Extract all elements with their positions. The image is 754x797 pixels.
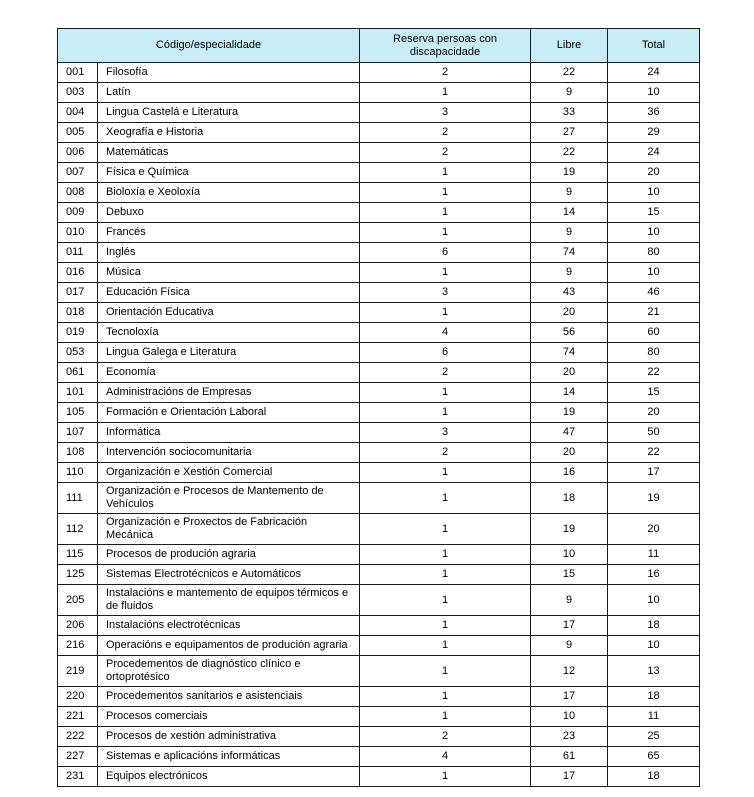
row-specialty-cell: Inglés <box>98 243 360 263</box>
row-code-cell: 221 <box>58 707 98 727</box>
table-row <box>58 483 700 514</box>
row-specialty-cell: Procesos de produción agraria <box>98 545 360 565</box>
row-libre-cell: 18 <box>531 483 608 514</box>
row-total-cell: 11 <box>608 707 700 727</box>
row-reserva-cell: 4 <box>360 747 531 767</box>
row-code-cell: 105 <box>58 403 98 423</box>
row-total-cell: 15 <box>608 383 700 403</box>
row-reserva-cell: 2 <box>360 363 531 383</box>
row-libre-cell: 20 <box>531 303 608 323</box>
row-code-cell: 053 <box>58 343 98 363</box>
table-row <box>58 565 700 585</box>
row-total-cell: 50 <box>608 423 700 443</box>
table-row <box>58 656 700 687</box>
table-row <box>58 767 700 787</box>
row-total-cell: 25 <box>608 727 700 747</box>
row-total-cell: 10 <box>608 263 700 283</box>
row-specialty-cell: Lingua Castelá e Literatura <box>98 103 360 123</box>
row-specialty-cell: Organización e Xestión Comercial <box>98 463 360 483</box>
row-code-cell: 115 <box>58 545 98 565</box>
row-libre-cell: 15 <box>531 565 608 585</box>
table-row <box>58 727 700 747</box>
row-specialty-cell: Lingua Galega e Literatura <box>98 343 360 363</box>
row-total-cell: 22 <box>608 443 700 463</box>
row-total-cell: 11 <box>608 545 700 565</box>
row-total-cell: 80 <box>608 343 700 363</box>
row-total-cell: 24 <box>608 143 700 163</box>
table-row <box>58 463 700 483</box>
table-row <box>58 747 700 767</box>
table-row <box>58 223 700 243</box>
row-libre-cell: 22 <box>531 143 608 163</box>
row-total-cell: 60 <box>608 323 700 343</box>
row-total-cell: 20 <box>608 514 700 545</box>
table-row <box>58 83 700 103</box>
row-libre-cell: 61 <box>531 747 608 767</box>
row-specialty-cell: Formación e Orientación Laboral <box>98 403 360 423</box>
row-specialty-cell: Debuxo <box>98 203 360 223</box>
row-total-cell: 18 <box>608 616 700 636</box>
row-reserva-cell: 1 <box>360 183 531 203</box>
row-reserva-cell: 1 <box>360 483 531 514</box>
row-reserva-cell: 1 <box>360 585 531 616</box>
row-reserva-cell: 3 <box>360 423 531 443</box>
row-total-cell: 19 <box>608 483 700 514</box>
row-reserva-cell: 1 <box>360 687 531 707</box>
row-reserva-cell: 2 <box>360 443 531 463</box>
row-specialty-cell: Equipos electrónicos <box>98 767 360 787</box>
row-reserva-cell: 1 <box>360 383 531 403</box>
row-libre-cell: 20 <box>531 443 608 463</box>
header-libre: Libre <box>531 29 608 63</box>
row-code-cell: 019 <box>58 323 98 343</box>
row-reserva-cell: 1 <box>360 514 531 545</box>
table-row <box>58 363 700 383</box>
row-code-cell: 110 <box>58 463 98 483</box>
row-code-cell: 011 <box>58 243 98 263</box>
row-libre-cell: 9 <box>531 585 608 616</box>
row-specialty-cell: Tecnoloxía <box>98 323 360 343</box>
row-libre-cell: 17 <box>531 767 608 787</box>
row-specialty-cell: Informática <box>98 423 360 443</box>
table-row <box>58 283 700 303</box>
row-reserva-cell: 1 <box>360 656 531 687</box>
row-code-cell: 101 <box>58 383 98 403</box>
row-reserva-cell: 1 <box>360 83 531 103</box>
row-code-cell: 112 <box>58 514 98 545</box>
row-reserva-cell: 2 <box>360 123 531 143</box>
row-reserva-cell: 2 <box>360 143 531 163</box>
table-row <box>58 303 700 323</box>
row-libre-cell: 56 <box>531 323 608 343</box>
table-row <box>58 585 700 616</box>
row-total-cell: 10 <box>608 585 700 616</box>
row-total-cell: 36 <box>608 103 700 123</box>
row-libre-cell: 19 <box>531 514 608 545</box>
row-code-cell: 206 <box>58 616 98 636</box>
row-specialty-cell: Organización e Procesos de Mantemento de Vehículos <box>98 483 360 514</box>
row-libre-cell: 17 <box>531 687 608 707</box>
row-total-cell: 22 <box>608 363 700 383</box>
row-specialty-cell: Matemáticas <box>98 143 360 163</box>
table-row <box>58 343 700 363</box>
table-row <box>58 443 700 463</box>
row-code-cell: 001 <box>58 63 98 83</box>
table-row <box>58 423 700 443</box>
row-code-cell: 108 <box>58 443 98 463</box>
row-specialty-cell: Xeografía e Historia <box>98 123 360 143</box>
row-total-cell: 80 <box>608 243 700 263</box>
table-row <box>58 163 700 183</box>
row-specialty-cell: Economía <box>98 363 360 383</box>
row-code-cell: 219 <box>58 656 98 687</box>
row-reserva-cell: 1 <box>360 616 531 636</box>
row-code-cell: 205 <box>58 585 98 616</box>
row-reserva-cell: 6 <box>360 243 531 263</box>
row-code-cell: 016 <box>58 263 98 283</box>
row-libre-cell: 9 <box>531 183 608 203</box>
row-libre-cell: 9 <box>531 83 608 103</box>
row-libre-cell: 16 <box>531 463 608 483</box>
row-libre-cell: 10 <box>531 707 608 727</box>
row-reserva-cell: 2 <box>360 63 531 83</box>
row-libre-cell: 9 <box>531 636 608 656</box>
row-total-cell: 29 <box>608 123 700 143</box>
row-specialty-cell: Filosofía <box>98 63 360 83</box>
row-specialty-cell: Procedementos de diagnóstico clínico e ortoprotésico <box>98 656 360 687</box>
row-specialty-cell: Operacións e equipamentos de produción agraria <box>98 636 360 656</box>
row-libre-cell: 17 <box>531 616 608 636</box>
row-specialty-cell: Orientación Educativa <box>98 303 360 323</box>
row-total-cell: 17 <box>608 463 700 483</box>
row-reserva-cell: 4 <box>360 323 531 343</box>
row-reserva-cell: 1 <box>360 203 531 223</box>
table-row <box>58 323 700 343</box>
row-specialty-cell: Sistemas Electrotécnicos e Automáticos <box>98 565 360 585</box>
vacancies-table <box>57 28 700 787</box>
row-code-cell: 227 <box>58 747 98 767</box>
row-code-cell: 003 <box>58 83 98 103</box>
table-row <box>58 63 700 83</box>
row-reserva-cell: 1 <box>360 707 531 727</box>
row-specialty-cell: Instalacións electrotécnicas <box>98 616 360 636</box>
row-code-cell: 220 <box>58 687 98 707</box>
row-total-cell: 10 <box>608 636 700 656</box>
row-specialty-cell: Francés <box>98 223 360 243</box>
row-specialty-cell: Procesos comerciais <box>98 707 360 727</box>
row-libre-cell: 23 <box>531 727 608 747</box>
row-specialty-cell: Bioloxía e Xeoloxía <box>98 183 360 203</box>
row-libre-cell: 33 <box>531 103 608 123</box>
row-reserva-cell: 1 <box>360 545 531 565</box>
row-specialty-cell: Música <box>98 263 360 283</box>
row-reserva-cell: 1 <box>360 636 531 656</box>
row-reserva-cell: 1 <box>360 767 531 787</box>
table-row <box>58 707 700 727</box>
row-reserva-cell: 1 <box>360 303 531 323</box>
row-specialty-cell: Instalacións e mantemento de equipos térmicos e de fluidos <box>98 585 360 616</box>
row-libre-cell: 9 <box>531 223 608 243</box>
row-code-cell: 004 <box>58 103 98 123</box>
table-row <box>58 616 700 636</box>
row-libre-cell: 19 <box>531 163 608 183</box>
row-libre-cell: 74 <box>531 343 608 363</box>
table-row <box>58 183 700 203</box>
row-code-cell: 010 <box>58 223 98 243</box>
table-row <box>58 143 700 163</box>
table-row <box>58 383 700 403</box>
row-code-cell: 231 <box>58 767 98 787</box>
row-libre-cell: 12 <box>531 656 608 687</box>
row-code-cell: 222 <box>58 727 98 747</box>
row-libre-cell: 14 <box>531 203 608 223</box>
row-specialty-cell: Sistemas e aplicacións informáticas <box>98 747 360 767</box>
row-code-cell: 018 <box>58 303 98 323</box>
row-reserva-cell: 3 <box>360 103 531 123</box>
row-code-cell: 006 <box>58 143 98 163</box>
row-reserva-cell: 1 <box>360 263 531 283</box>
row-specialty-cell: Latín <box>98 83 360 103</box>
row-reserva-cell: 1 <box>360 403 531 423</box>
row-reserva-cell: 1 <box>360 223 531 243</box>
row-code-cell: 007 <box>58 163 98 183</box>
row-total-cell: 15 <box>608 203 700 223</box>
row-total-cell: 24 <box>608 63 700 83</box>
row-total-cell: 65 <box>608 747 700 767</box>
row-total-cell: 18 <box>608 767 700 787</box>
header-codigo-especialidade: Código/especialidade <box>58 29 360 63</box>
row-libre-cell: 22 <box>531 63 608 83</box>
row-reserva-cell: 1 <box>360 565 531 585</box>
row-total-cell: 16 <box>608 565 700 585</box>
row-libre-cell: 74 <box>531 243 608 263</box>
row-reserva-cell: 2 <box>360 727 531 747</box>
row-code-cell: 017 <box>58 283 98 303</box>
row-total-cell: 10 <box>608 83 700 103</box>
row-libre-cell: 10 <box>531 545 608 565</box>
table-row <box>58 243 700 263</box>
row-code-cell: 009 <box>58 203 98 223</box>
row-reserva-cell: 6 <box>360 343 531 363</box>
row-specialty-cell: Administracións de Empresas <box>98 383 360 403</box>
row-specialty-cell: Física e Química <box>98 163 360 183</box>
row-libre-cell: 47 <box>531 423 608 443</box>
row-total-cell: 20 <box>608 163 700 183</box>
table-row <box>58 687 700 707</box>
table-row <box>58 545 700 565</box>
row-total-cell: 20 <box>608 403 700 423</box>
table-row <box>58 263 700 283</box>
row-total-cell: 21 <box>608 303 700 323</box>
row-code-cell: 061 <box>58 363 98 383</box>
row-total-cell: 10 <box>608 183 700 203</box>
row-code-cell: 111 <box>58 483 98 514</box>
row-specialty-cell: Organización e Proxectos de Fabricación Mecánica <box>98 514 360 545</box>
row-libre-cell: 27 <box>531 123 608 143</box>
header-total: Total <box>608 29 700 63</box>
row-reserva-cell: 1 <box>360 163 531 183</box>
table-row <box>58 123 700 143</box>
row-reserva-cell: 3 <box>360 283 531 303</box>
row-code-cell: 005 <box>58 123 98 143</box>
table-row <box>58 403 700 423</box>
table-header-row <box>58 29 700 63</box>
row-code-cell: 008 <box>58 183 98 203</box>
table-row <box>58 636 700 656</box>
table-row <box>58 203 700 223</box>
row-libre-cell: 20 <box>531 363 608 383</box>
table-body <box>58 63 700 787</box>
row-total-cell: 13 <box>608 656 700 687</box>
row-specialty-cell: Procedementos sanitarios e asistenciais <box>98 687 360 707</box>
row-specialty-cell: Intervención sociocomunitaria <box>98 443 360 463</box>
row-libre-cell: 19 <box>531 403 608 423</box>
row-total-cell: 18 <box>608 687 700 707</box>
row-specialty-cell: Procesos de xestión administrativa <box>98 727 360 747</box>
row-specialty-cell: Educación Física <box>98 283 360 303</box>
row-code-cell: 125 <box>58 565 98 585</box>
row-code-cell: 216 <box>58 636 98 656</box>
row-libre-cell: 9 <box>531 263 608 283</box>
row-libre-cell: 43 <box>531 283 608 303</box>
row-reserva-cell: 1 <box>360 463 531 483</box>
header-reserva-discapacidade: Reserva persoas con discapacidade <box>360 29 531 63</box>
row-code-cell: 107 <box>58 423 98 443</box>
row-total-cell: 46 <box>608 283 700 303</box>
table-row <box>58 514 700 545</box>
row-libre-cell: 14 <box>531 383 608 403</box>
row-total-cell: 10 <box>608 223 700 243</box>
table-row <box>58 103 700 123</box>
